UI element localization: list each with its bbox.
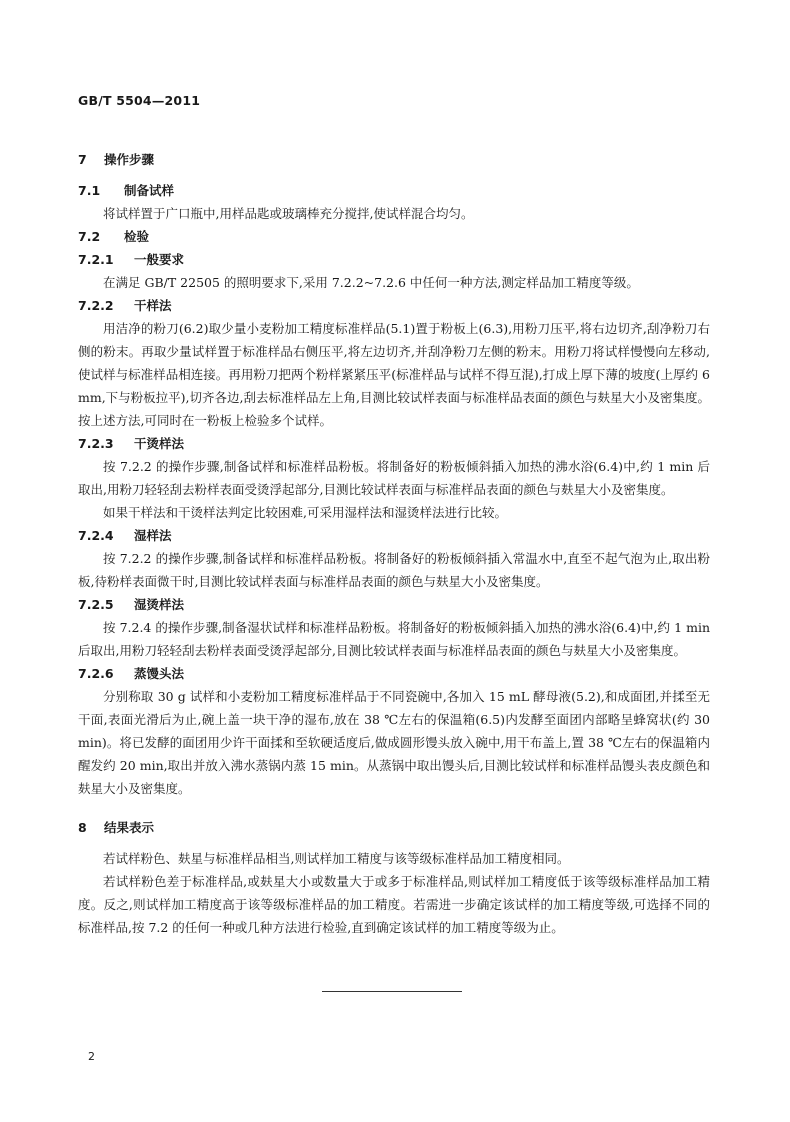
- section-7-2-3-heading: 7.2.3 干烫样法: [78, 436, 185, 451]
- section-7-heading: 7 操作步骤: [78, 152, 155, 167]
- section-8-paragraph-1: 若试样粉色、麸星与标准样品相当,则试样加工精度与该等级标准样品加工精度相同。: [103, 851, 570, 866]
- section-8-paragraph-2: 若试样粉色差于标准样品,或麸星大小或数量大于或多于标准样品,则试样加工精度低于该等级标准样品加工精度。反之,则试样加工精度高于该等级标准样品的加工精度。若需进一步确定该试样的加工精度等级,可选择不同的标准样品,按 7.2 的任何一种或几种方法进行检验,直到确定该试样的加工精度等级为止。: [78, 874, 710, 935]
- section-7-2-2-paragraph: 用洁净的粉刀(6.2)取少量小麦粉加工精度标准样品(5.1)置于粉板上(6.3),用粉刀压平,将右边切齐,刮净粉刀右侧的粉末。再取少量试样置于标准样品右侧压平,将左边切齐,并刮净粉刀左侧的粉末。用粉刀将试样慢慢向左移动,使试样与标准样品相连接。再用粉刀把两个粉样紧紧压平(标准样品与试样不得互混),打成上厚下薄的坡度(上厚约 6 mm,下与粉板拉平),切齐各边,刮去标准样品左上角,目测比较试样表面与标准样品表面的颜色与麸星大小及密集度。按上述方法,可同时在一粉板上检验多个试样。: [78, 321, 710, 428]
- section-8-heading: 8 结果表示: [78, 820, 155, 835]
- section-7-2-5-heading: 7.2.5 湿烫样法: [78, 597, 185, 612]
- section-7-2-3-paragraph-1: 按 7.2.2 的操作步骤,制备试样和标准样品粉板。将制备好的粉板倾斜插入加热的沸水浴(6.4)中,约 1 min 后取出,用粉刀轻轻刮去粉样表面受烫浮起部分,目测比较试样表面与标准样品表面的颜色与麸星大小及密集度。: [78, 459, 710, 497]
- standard-code: GB/T 5504—2011: [78, 93, 201, 108]
- section-7-2-4-paragraph: 按 7.2.2 的操作步骤,制备试样和标准样品粉板。将制备好的粉板倾斜插入常温水中,直至不起气泡为止,取出粉板,待粉样表面微干时,目测比较试样表面与标准样品表面的颜色与麸星大小及密集度。: [78, 551, 710, 589]
- section-7-1-heading: 7.1 制备试样: [78, 183, 175, 198]
- section-7-2-1-paragraph: 在满足 GB/T 22505 的照明要求下,采用 7.2.2~7.2.6 中任何一种方法,测定样品加工精度等级。: [103, 275, 639, 290]
- section-7-2-5-paragraph: 按 7.2.4 的操作步骤,制备湿状试样和标准样品粉板。将制备好的粉板倾斜插入加热的沸水浴(6.4)中,约 1 min 后取出,用粉刀轻轻刮去粉样表面受烫浮起部分,目测比较试样表面与标准样品表面的颜色与麸星大小及密集度。: [78, 620, 710, 658]
- section-7-2-1-heading: 7.2.1 一般要求: [78, 252, 185, 267]
- section-7-2-2-heading: 7.2.2 干样法: [78, 298, 172, 313]
- section-7-2-4-heading: 7.2.4 湿样法: [78, 528, 172, 543]
- end-rule: [322, 991, 462, 992]
- section-7-2-3-paragraph-2: 如果干样法和干烫样法判定比较困难,可采用湿样法和湿烫样法进行比较。: [103, 505, 507, 520]
- section-7-1-paragraph: 将试样置于广口瓶中,用样品匙或玻璃棒充分搅拌,使试样混合均匀。: [103, 206, 474, 221]
- document-body: [78, 148, 710, 939]
- section-7-2-heading: 7.2 检验: [78, 229, 150, 244]
- page-number: 2: [88, 1050, 95, 1063]
- section-7-2-6-paragraph: 分别称取 30 g 试样和小麦粉加工精度标准样品于不同瓷碗中,各加入 15 mL 酵母液(5.2),和成面团,并揉至无干面,表面光滑后为止,碗上盖一块干净的湿布,放在 38 ℃左右的保温箱(6.5)内发酵至面团内部略呈蜂窝状(约 30 min)。将已发酵的面团用少许干面揉和至软硬适度后,做成圆形馒头放入碗中,用干布盖上,置 38 ℃左右的保温箱内醒发约 20 min,取出并放入沸水蒸锅内蒸 15 min。从蒸锅中取出馒头后,目测比较试样和标准样品馒头表皮颜色和麸星大小及密集度。: [78, 689, 710, 796]
- section-7-2-6-heading: 7.2.6 蒸馒头法: [78, 666, 185, 681]
